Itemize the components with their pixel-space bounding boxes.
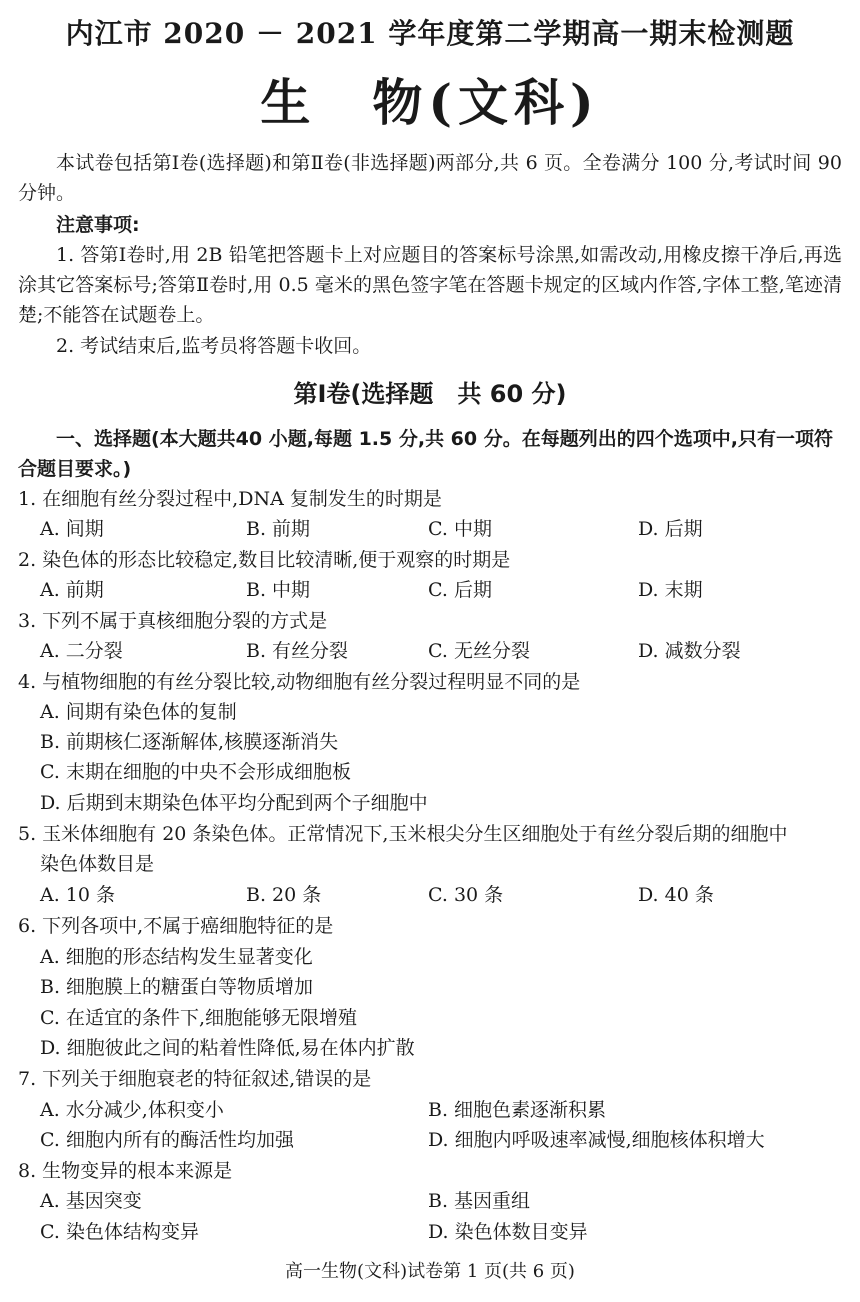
question-5-option-c[interactable]: C. 30 条 bbox=[428, 884, 504, 906]
question-3-option-b[interactable]: B. 有丝分裂 bbox=[246, 640, 349, 662]
notice-item-1: 1. 答第Ⅰ卷时,用 2B 铅笔把答题卡上对应题目的答案标号涂黑,如需改动,用橡皮擦干净后,再选涂其它答案标号;答第Ⅱ卷时,用 0.5 毫米的黑色签字笔在答题卡规定的区域内作答,字体工整,笔迹清楚;不能答在试题卷上。 bbox=[18, 244, 842, 326]
question-6-option-c[interactable]: C. 在适宜的条件下,细胞能够无限增殖 bbox=[40, 1007, 357, 1029]
question-8-stem: 8. 生物变异的根本来源是 bbox=[18, 1160, 233, 1182]
question-4-stem: 4. 与植物细胞的有丝分裂比较,动物细胞有丝分裂过程明显不同的是 bbox=[18, 671, 581, 693]
question-8-option-c[interactable]: C. 染色体结构变异 bbox=[40, 1221, 199, 1243]
question-6-stem: 6. 下列各项中,不属于癌细胞特征的是 bbox=[18, 915, 334, 937]
question-4-option-a[interactable]: A. 间期有染色体的复制 bbox=[40, 701, 237, 723]
question-6-option-a[interactable]: A. 细胞的形态结构发生显著变化 bbox=[40, 946, 313, 968]
question-8-option-d[interactable]: D. 染色体数目变异 bbox=[428, 1221, 588, 1243]
question-7-option-c[interactable]: C. 细胞内所有的酶活性均加强 bbox=[40, 1129, 294, 1151]
exam-title: 内江市 2020 － 2021 学年度第二学期高一期末检测题 bbox=[65, 17, 795, 50]
question-5-stem: 5. 玉米体细胞有 20 条染色体。正常情况下,玉米根尖分生区细胞处于有丝分裂后期的细胞中 bbox=[18, 823, 788, 845]
question-7-option-a[interactable]: A. 水分减少,体积变小 bbox=[40, 1099, 224, 1121]
question-1-stem: 1. 在细胞有丝分裂过程中,DNA 复制发生的时期是 bbox=[18, 488, 442, 510]
question-6-option-d[interactable]: D. 细胞彼此之间的粘着性降低,易在体内扩散 bbox=[40, 1037, 415, 1059]
question-2-option-d[interactable]: D. 末期 bbox=[638, 579, 703, 601]
question-3-option-c[interactable]: C. 无丝分裂 bbox=[428, 640, 530, 662]
question-7-stem: 7. 下列关于细胞衰老的特征叙述,错误的是 bbox=[18, 1068, 372, 1090]
question-1-option-b[interactable]: B. 前期 bbox=[246, 518, 311, 540]
question-4-option-d[interactable]: D. 后期到末期染色体平均分配到两个子细胞中 bbox=[40, 792, 428, 814]
question-1-option-a[interactable]: A. 间期 bbox=[40, 518, 104, 540]
question-6-option-b[interactable]: B. 细胞膜上的糖蛋白等物质增加 bbox=[40, 976, 314, 998]
question-2-option-b[interactable]: B. 中期 bbox=[246, 579, 311, 601]
question-4-option-c[interactable]: C. 末期在细胞的中央不会形成细胞板 bbox=[40, 761, 351, 783]
question-7-option-b[interactable]: B. 细胞色素逐渐积累 bbox=[428, 1099, 607, 1121]
question-5-option-d[interactable]: D. 40 条 bbox=[638, 884, 714, 906]
question-5-option-b[interactable]: B. 20 条 bbox=[246, 884, 322, 906]
question-2-option-c[interactable]: C. 后期 bbox=[428, 579, 492, 601]
question-2-stem: 2. 染色体的形态比较稳定,数目比较清晰,便于观察的时期是 bbox=[18, 549, 511, 571]
question-2-option-a[interactable]: A. 前期 bbox=[40, 579, 104, 601]
question-1-option-d[interactable]: D. 后期 bbox=[638, 518, 703, 540]
question-8-option-a[interactable]: A. 基因突变 bbox=[40, 1190, 142, 1212]
question-5-option-a[interactable]: A. 10 条 bbox=[40, 884, 116, 906]
question-4-option-b[interactable]: B. 前期核仁逐渐解体,核膜逐渐消失 bbox=[40, 731, 339, 753]
question-8-option-b[interactable]: B. 基因重组 bbox=[428, 1190, 531, 1212]
question-3-option-a[interactable]: A. 二分裂 bbox=[40, 640, 123, 662]
question-5-stem-continued: 染色体数目是 bbox=[40, 853, 155, 875]
exam-intro: 本试卷包括第Ⅰ卷(选择题)和第Ⅱ卷(非选择题)两部分,共 6 页。全卷满分 100 分,考试时间 90 分钟。 bbox=[18, 152, 842, 204]
question-7-option-d[interactable]: D. 细胞内呼吸速率减慢,细胞核体积增大 bbox=[428, 1129, 765, 1151]
page-footer: 高一生物(文科)试卷第 1 页(共 6 页) bbox=[285, 1261, 575, 1282]
notice-item-2: 2. 考试结束后,监考员将答题卡收回。 bbox=[56, 335, 372, 357]
question-1-option-c[interactable]: C. 中期 bbox=[428, 518, 492, 540]
question-3-stem: 3. 下列不属于真核细胞分裂的方式是 bbox=[18, 610, 328, 632]
question-3-option-d[interactable]: D. 减数分裂 bbox=[638, 640, 741, 662]
section-title: 第Ⅰ卷(选择题 共 60 分) bbox=[293, 380, 567, 408]
notice-heading: 注意事项: bbox=[56, 214, 140, 236]
section-instructions: 一、选择题(本大题共40 小题,每题 1.5 分,共 60 分。在每题列出的四个选项中,只有一项符合题目要求。) bbox=[18, 428, 833, 480]
subject-title: 生 物(文科) bbox=[260, 73, 600, 132]
